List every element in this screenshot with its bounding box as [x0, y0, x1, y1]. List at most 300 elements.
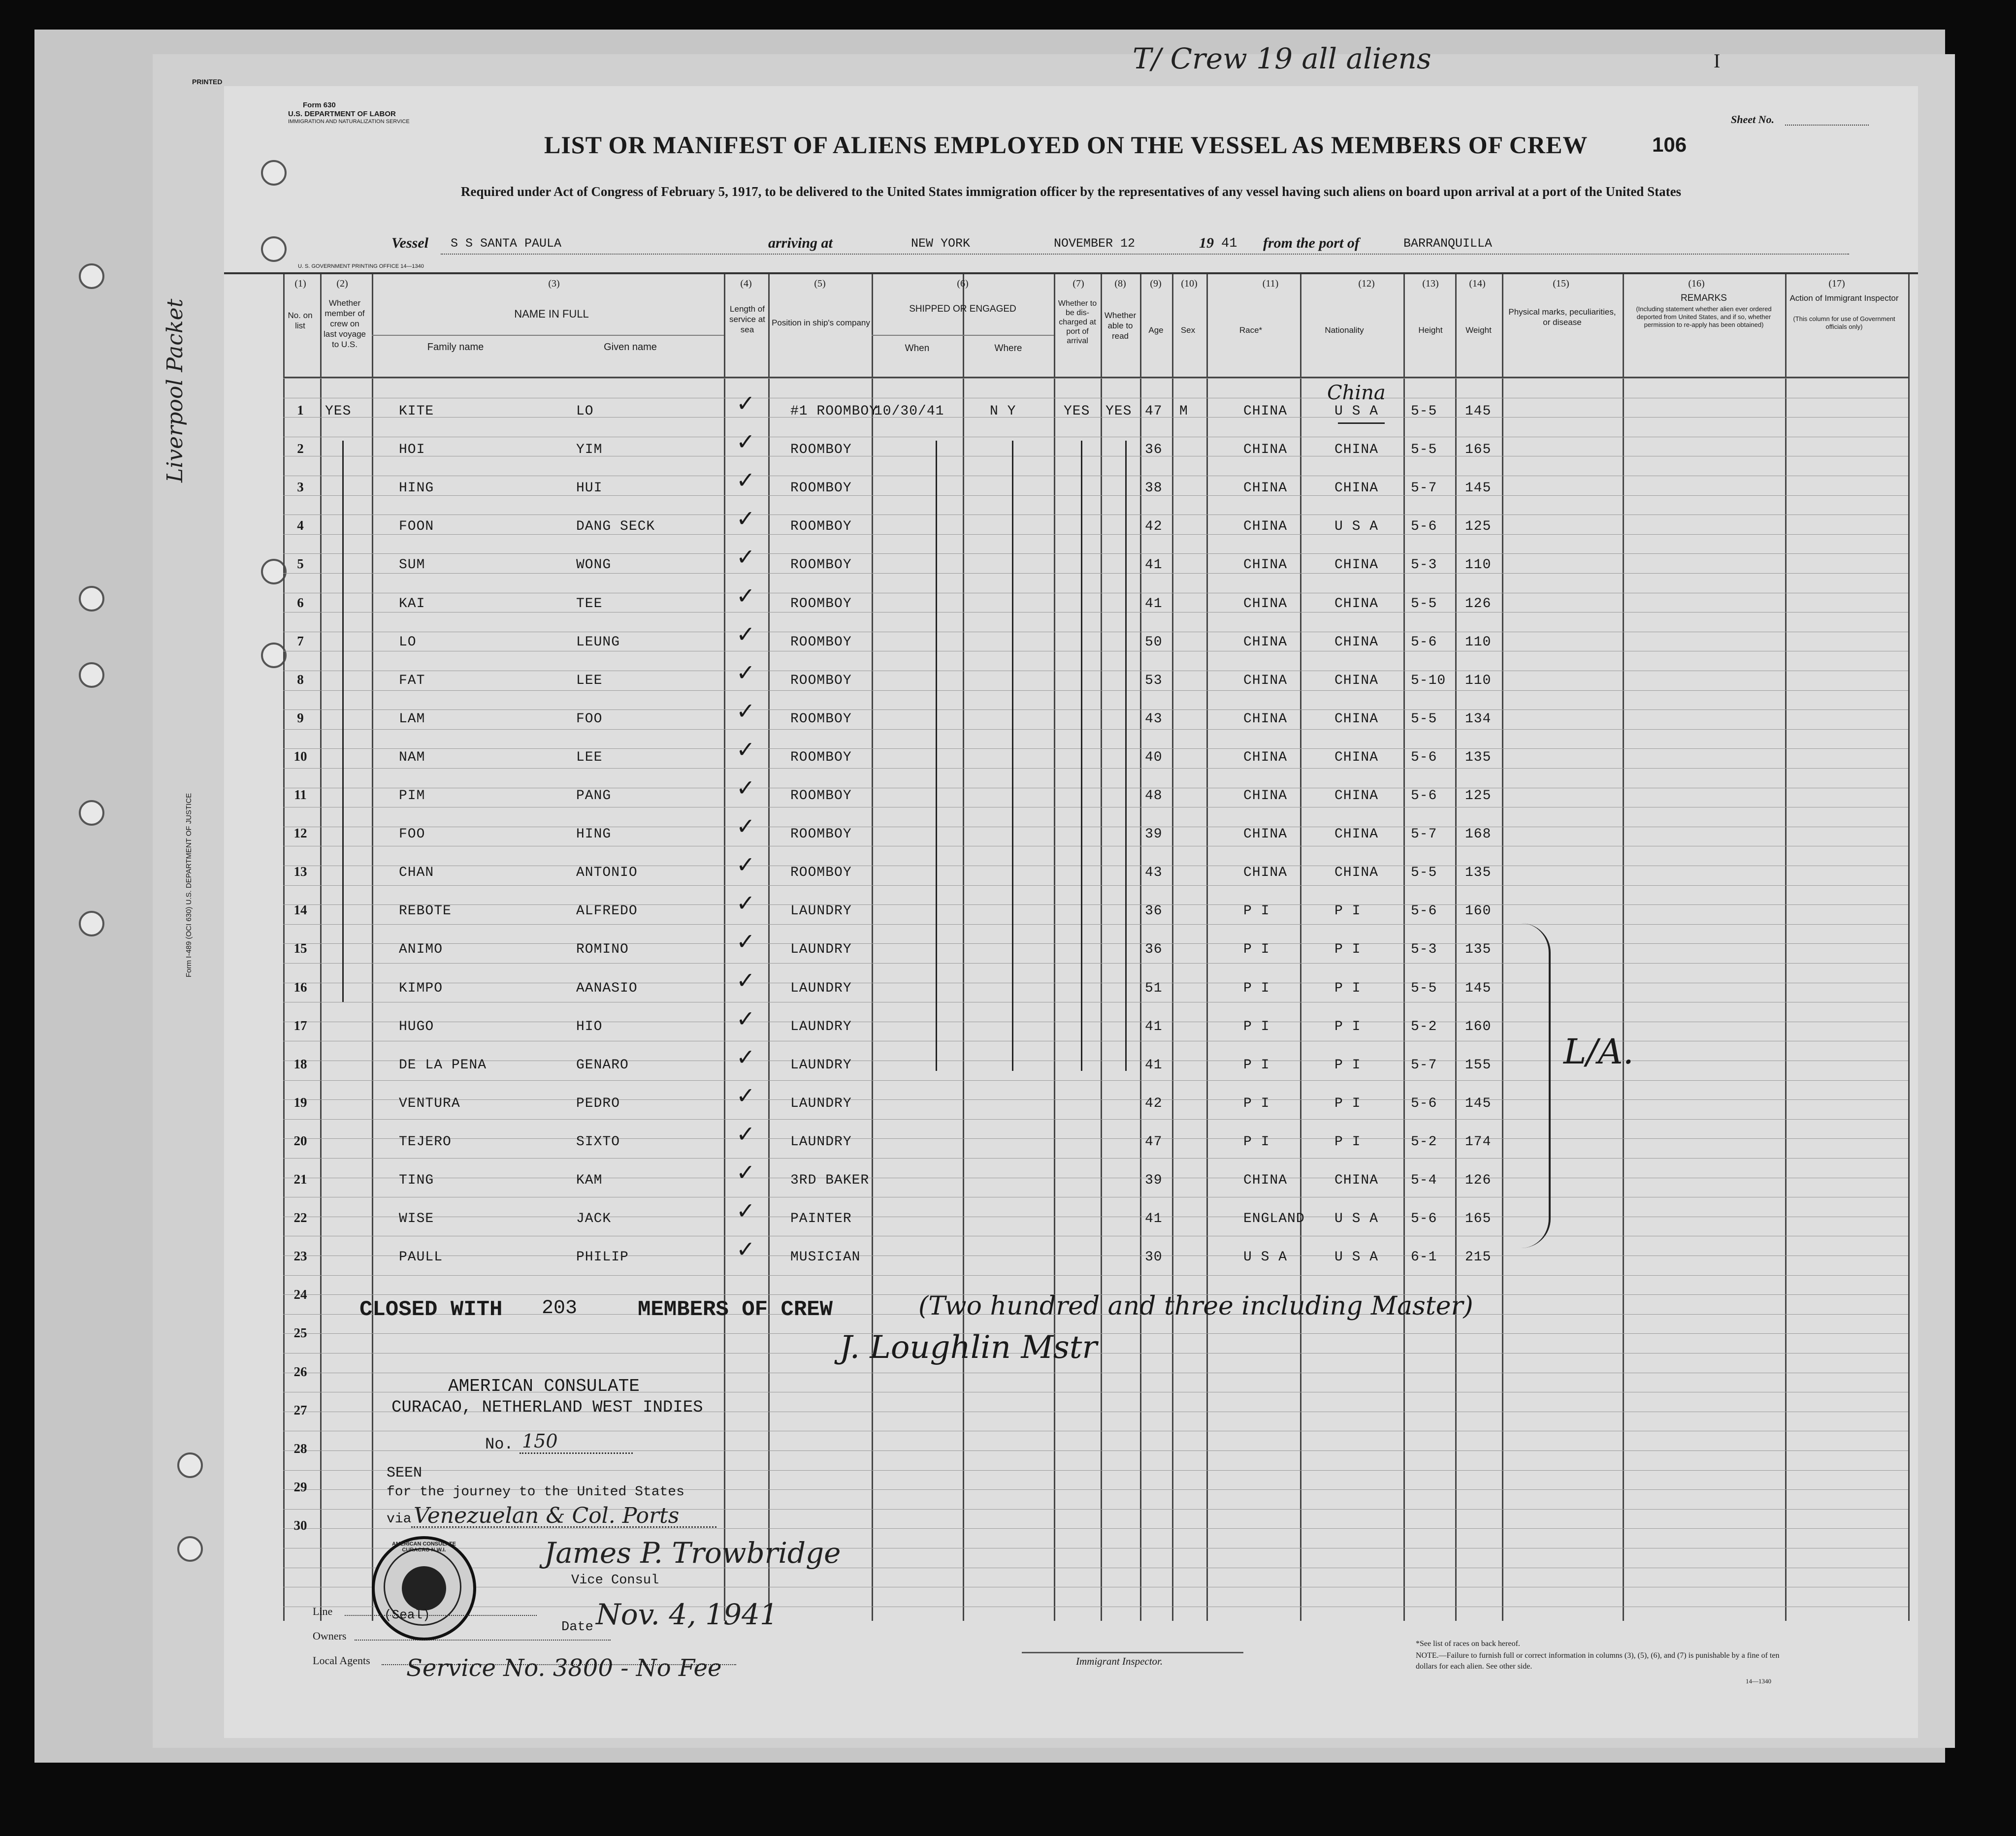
cell-family: HING — [399, 481, 434, 496]
col-num: (11) — [1262, 278, 1279, 289]
cell-weight: 135 — [1465, 942, 1492, 958]
table-row-rule — [283, 1275, 1908, 1276]
cell-nationality: U S A — [1334, 519, 1379, 535]
cell-age: 36 — [1145, 903, 1163, 919]
table-row-rule — [283, 1138, 1908, 1139]
binder-hole — [261, 236, 287, 262]
cell-height: 5-6 — [1411, 788, 1437, 804]
cell-age: 39 — [1145, 827, 1163, 842]
govt-print-line: U. S. GOVERNMENT PRINTING OFFICE 14—1340 — [298, 263, 424, 269]
cell-height: 5-5 — [1411, 596, 1437, 612]
cell-weight: 126 — [1465, 1173, 1492, 1188]
row-number: 15 — [293, 941, 307, 956]
col-num: (10) — [1181, 278, 1198, 289]
header-race: Race* — [1239, 325, 1263, 335]
top-annotation: T/ Crew 19 all aliens — [1133, 42, 1431, 75]
col-num: (9) — [1150, 278, 1162, 289]
cell-position: LAUNDRY — [790, 942, 852, 958]
master-signature: J. Loughlin Mstr — [840, 1329, 1097, 1366]
arriving-label: arriving at — [768, 235, 833, 251]
via-rule — [411, 1526, 716, 1528]
header-action-sub: (This column for use of Government officials only) — [1793, 315, 1895, 330]
vessel-label: Vessel — [391, 235, 428, 251]
cell-weight: 165 — [1465, 1211, 1492, 1227]
header-remarks: REMARKS — [1681, 293, 1727, 303]
cell-race: P I — [1243, 903, 1270, 919]
col-num: (15) — [1553, 278, 1569, 289]
row-number: 12 — [293, 826, 307, 841]
table-row-rule — [283, 1158, 1908, 1159]
cell-nationality: CHINA — [1334, 1173, 1379, 1188]
cell-age: 51 — [1145, 980, 1163, 996]
cell-race: P I — [1243, 1057, 1270, 1073]
row-number: 13 — [293, 864, 307, 879]
row-number: 11 — [294, 787, 307, 802]
cell-nationality: P I — [1334, 1095, 1361, 1111]
col-num: (8) — [1114, 278, 1126, 289]
cell-race: CHINA — [1243, 865, 1288, 881]
year-suffix: 41 — [1221, 236, 1237, 251]
cell-family: VENTURA — [399, 1095, 460, 1111]
cell-position: ROOMBOY — [790, 481, 852, 496]
table-column-rule — [1101, 274, 1102, 1621]
cell-family: NAM — [399, 749, 425, 765]
cell-height: 5-6 — [1411, 519, 1437, 535]
cell-given: HING — [576, 827, 612, 842]
form-number: Form 630 — [303, 101, 336, 109]
cell-race: CHINA — [1243, 519, 1288, 535]
header-nationality: Nationality — [1325, 325, 1364, 335]
table-column-rule — [872, 274, 873, 1621]
cell-family: KIMPO — [399, 980, 443, 996]
cell-position: ROOMBOY — [790, 827, 852, 842]
cell-given: PANG — [576, 788, 612, 804]
row-number: 8 — [297, 672, 304, 687]
header-where: Where — [994, 343, 1022, 354]
table-row-rule — [283, 924, 1908, 925]
cell-nationality: U S A — [1334, 1250, 1379, 1265]
cell-family: HOI — [399, 442, 425, 458]
cell-family: PAULL — [399, 1250, 443, 1265]
header-member-last-voyage: Whether member of crew on last voyage to U.S. — [324, 298, 366, 349]
col-num: (2) — [336, 278, 348, 289]
footer-line-label: Line — [313, 1605, 333, 1617]
cell-family: FAT — [399, 673, 425, 688]
cell-position: 3RD BAKER — [790, 1173, 870, 1188]
table-row-rule — [283, 943, 1908, 944]
col-num: (13) — [1422, 278, 1439, 289]
checkmark-icon: ✓ — [736, 928, 755, 955]
cell-position: ROOMBOY — [790, 519, 852, 535]
cell-given: KAM — [576, 1173, 603, 1188]
cell-race: CHINA — [1243, 788, 1288, 804]
cell-family: TEJERO — [399, 1134, 452, 1150]
cell-position: ROOMBOY — [790, 673, 852, 688]
cell-weight: 145 — [1465, 980, 1492, 996]
consulate-seal — [372, 1536, 476, 1641]
table-column-rule — [320, 274, 322, 1621]
checkmark-icon: ✓ — [736, 774, 755, 801]
table-row-rule — [283, 904, 1908, 905]
service-fee-note: Service No. 3800 - No Fee — [406, 1654, 722, 1682]
closed-prefix: CLOSED WITH — [359, 1297, 503, 1322]
cell-age: 43 — [1145, 711, 1163, 727]
printer-line: PRINTED — [192, 78, 223, 86]
cell-height: 5-6 — [1411, 749, 1437, 765]
header-height: Height — [1418, 325, 1443, 335]
table-column-rule — [1172, 274, 1173, 1621]
table-row-rule — [283, 495, 1908, 496]
cell-race: CHINA — [1243, 1173, 1288, 1188]
cell-position: LAUNDRY — [790, 1019, 852, 1034]
cell-weight: 145 — [1465, 404, 1492, 419]
checkmark-icon: ✓ — [736, 390, 755, 417]
journey-label: for the journey to the United States — [387, 1484, 684, 1500]
consul-signature: James P. Trowbridge — [544, 1536, 841, 1570]
row-number: 25 — [293, 1325, 307, 1341]
cell-height: 5-10 — [1411, 673, 1446, 688]
cell-given: LO — [576, 404, 594, 419]
cell-weight: 160 — [1465, 1019, 1492, 1034]
row-number: 30 — [293, 1517, 307, 1533]
table-row-rule — [283, 768, 1908, 769]
cell-position: MUSICIAN — [790, 1250, 861, 1265]
col-num: (3) — [548, 278, 560, 289]
table-column-rule — [963, 274, 964, 1621]
table-row-rule — [283, 1528, 1908, 1529]
cell-read: YES — [1106, 404, 1132, 419]
cell-race: CHINA — [1243, 481, 1288, 496]
cell-height: 5-2 — [1411, 1019, 1437, 1034]
cell-given: DANG SECK — [576, 519, 655, 535]
cell-race: CHINA — [1243, 673, 1288, 688]
cell-age: 47 — [1145, 1134, 1163, 1150]
consulate-date: Nov. 4, 1941 — [596, 1598, 778, 1631]
side-form-label: Form I-489 (OCI 630) U.S. DEPARTMENT OF JUSTICE — [185, 793, 193, 977]
cell-weight: 145 — [1465, 1095, 1492, 1111]
cell-position: LAUNDRY — [790, 1057, 852, 1073]
cell-race: P I — [1243, 980, 1270, 996]
seen-label: SEEN — [387, 1465, 423, 1482]
header-action: Action of Immigrant Inspector — [1789, 293, 1899, 303]
cell-family: DE LA PENA — [399, 1057, 487, 1073]
col-num: (7) — [1073, 278, 1084, 289]
footer-note-1: *See list of races on back hereof. — [1416, 1640, 1520, 1648]
department: U.S. DEPARTMENT OF LABOR — [288, 110, 396, 118]
checkmark-icon: ✓ — [736, 1197, 755, 1224]
table-column-rule — [1623, 274, 1624, 1621]
cell-weight: 160 — [1465, 903, 1492, 919]
binder-hole — [79, 800, 104, 826]
footer-agents-label: Local Agents — [313, 1654, 370, 1667]
header-length-service: Length of service at sea — [729, 304, 765, 334]
cell-weight: 168 — [1465, 827, 1492, 842]
cell-position: #1 ROOMBOY — [790, 404, 878, 419]
header-family-name: Family name — [427, 342, 484, 353]
table-column-rule — [1054, 274, 1055, 1621]
from-port-label: from the port of — [1263, 235, 1360, 251]
cell-given: FOO — [576, 711, 603, 727]
table-column-rule — [1785, 274, 1787, 1621]
sheet-label: Sheet No. — [1731, 113, 1774, 126]
cell-age: 36 — [1145, 942, 1163, 958]
cell-given: YIM — [576, 442, 603, 458]
closed-suffix: MEMBERS OF CREW — [638, 1297, 833, 1322]
row-number: 19 — [293, 1095, 307, 1110]
table-column-rule — [1455, 274, 1457, 1621]
header-rule — [224, 272, 1918, 274]
row-number: 16 — [293, 979, 307, 995]
cell-family: ANIMO — [399, 942, 443, 958]
cell-weight: 135 — [1465, 865, 1492, 881]
cell-height: 5-7 — [1411, 481, 1437, 496]
header-position: Position in ship's company — [772, 318, 870, 327]
row-number: 18 — [293, 1056, 307, 1071]
cell-age: 43 — [1145, 865, 1163, 881]
cell-weight: 135 — [1465, 749, 1492, 765]
cell-family: PIM — [399, 788, 425, 804]
table-column-rule — [1403, 274, 1405, 1621]
row-number: 28 — [293, 1441, 307, 1456]
cell-given: ALFREDO — [576, 903, 638, 919]
cell-nationality: P I — [1334, 980, 1361, 996]
cell-nationality: U S A — [1334, 1211, 1379, 1227]
footer-line-rule — [345, 1615, 537, 1616]
binder-hole — [177, 1536, 203, 1562]
table-column-rule — [1908, 274, 1910, 1621]
cell-family: TING — [399, 1173, 434, 1188]
binder-hole — [79, 263, 104, 289]
cell-height: 5-6 — [1411, 1095, 1437, 1111]
cell-nationality: P I — [1334, 1134, 1361, 1150]
cell-nationality: CHINA — [1334, 442, 1379, 458]
via-value: Venezuelan & Col. Ports — [414, 1503, 680, 1528]
consulate-no-label: No. — [485, 1435, 514, 1453]
cell-age: 38 — [1145, 481, 1163, 496]
table-row-rule — [283, 885, 1908, 886]
header-given-name: Given name — [604, 342, 657, 353]
checkmark-icon: ✓ — [736, 1236, 755, 1263]
seal-text: AMERICAN CONSULATE CURACAO N.W.I. — [392, 1541, 456, 1553]
row-number: 4 — [297, 518, 304, 533]
table-row-rule — [283, 417, 1908, 418]
cell-nationality: CHINA — [1334, 865, 1379, 881]
ditto-mark — [1081, 441, 1082, 1071]
sheet-number-line — [1785, 125, 1869, 126]
cell-nationality: CHINA — [1334, 827, 1379, 842]
cell-position: ROOMBOY — [790, 557, 852, 573]
cell-nationality: CHINA — [1334, 673, 1379, 688]
cell-given: HIO — [576, 1019, 603, 1034]
table-row-rule — [283, 553, 1908, 554]
table-column-rule — [1502, 274, 1503, 1621]
cell-given: ANTONIO — [576, 865, 638, 881]
consulate-line-1: AMERICAN CONSULATE — [448, 1376, 640, 1396]
cell-nationality: CHINA — [1334, 711, 1379, 727]
cell-weight: 215 — [1465, 1250, 1492, 1265]
table-column-rule — [724, 274, 725, 1621]
checkmark-icon: ✓ — [736, 428, 755, 455]
cell-given: TEE — [576, 596, 603, 612]
seal-label: (Seal) — [384, 1608, 430, 1622]
cell-height: 5-7 — [1411, 827, 1437, 842]
cell-race: U S A — [1243, 1250, 1288, 1265]
footer-owners-rule — [355, 1640, 611, 1641]
shipped-subheader-rule — [872, 335, 1054, 336]
cell-height: 5-6 — [1411, 634, 1437, 650]
checkmark-icon: ✓ — [736, 620, 755, 647]
row-number: 1 — [297, 403, 304, 418]
bracket-note: L/A. — [1563, 1031, 1634, 1072]
cell-weight: 110 — [1465, 634, 1492, 650]
table-row-rule — [283, 748, 1908, 749]
cell-age: 41 — [1145, 1057, 1163, 1073]
checkmark-icon: ✓ — [736, 582, 755, 609]
table-column-rule — [1300, 274, 1301, 1621]
header-age: Age — [1148, 325, 1164, 335]
col-num: (12) — [1358, 278, 1375, 289]
cell-family: FOON — [399, 519, 434, 535]
col-num: (16) — [1688, 278, 1705, 289]
cell-age: 47 — [1145, 404, 1163, 419]
table-row-rule — [283, 690, 1908, 691]
immigrant-inspector-label: Immigrant Inspector. — [1076, 1655, 1163, 1667]
cell-position: PAINTER — [790, 1211, 852, 1227]
cell-race: CHINA — [1243, 827, 1288, 842]
subtitle: Required under Act of Congress of February 5, 1917, to be delivered to the United States immigration officer by the representatives of any vessel having such aliens on board upon arrival at a port of the United States — [460, 184, 1682, 199]
footer-owners-label: Owners — [313, 1630, 347, 1642]
cell-race: CHINA — [1243, 711, 1288, 727]
cell-sex: M — [1179, 404, 1188, 419]
cell-weight: 110 — [1465, 557, 1492, 573]
col-num: (17) — [1828, 278, 1845, 289]
row-number: 29 — [293, 1479, 307, 1494]
table-row-rule — [283, 573, 1908, 574]
cell-weight: 125 — [1465, 519, 1492, 535]
cell-given: WONG — [576, 557, 612, 573]
checkmark-icon: ✓ — [736, 1120, 755, 1147]
cell-member: YES — [325, 404, 352, 419]
cell-age: 53 — [1145, 673, 1163, 688]
cell-nationality: P I — [1334, 1019, 1361, 1034]
cell-position: LAUNDRY — [790, 903, 852, 919]
checkmark-icon: ✓ — [736, 1043, 755, 1070]
cell-race: P I — [1243, 1095, 1270, 1111]
row-number: 6 — [297, 595, 304, 610]
header-when: When — [905, 343, 930, 354]
ditto-mark — [936, 441, 937, 1071]
vessel-name: S S SANTA PAULA — [451, 236, 562, 251]
cell-age: 30 — [1145, 1250, 1163, 1265]
cell-race: P I — [1243, 942, 1270, 958]
table-row-rule — [283, 534, 1908, 535]
cell-age: 42 — [1145, 1095, 1163, 1111]
cell-age: 50 — [1145, 634, 1163, 650]
cell-age: 41 — [1145, 557, 1163, 573]
col-num: (5) — [814, 278, 826, 289]
top-right-mark: I — [1714, 50, 1721, 72]
checkmark-icon: ✓ — [736, 736, 755, 763]
checkmark-icon: ✓ — [736, 659, 755, 686]
header-physical: Physical marks, peculiarities, or disease — [1508, 307, 1616, 327]
cell-position: ROOMBOY — [790, 711, 852, 727]
row-number: 7 — [297, 633, 304, 648]
departure-port: BARRANQUILLA — [1403, 236, 1493, 251]
checkmark-icon: ✓ — [736, 1082, 755, 1109]
cell-position: ROOMBOY — [790, 749, 852, 765]
cell-family: KITE — [399, 404, 434, 419]
cell-race: CHINA — [1243, 749, 1288, 765]
row-number: 2 — [297, 441, 304, 456]
cell-height: 5-5 — [1411, 711, 1437, 727]
table-row-rule — [283, 1099, 1908, 1100]
table-column-rule — [283, 274, 285, 1621]
cell-race: CHINA — [1243, 596, 1288, 612]
cell-height: 5-6 — [1411, 1211, 1437, 1227]
cell-given: LEUNG — [576, 634, 620, 650]
row-number: 23 — [293, 1249, 307, 1264]
table-row-rule — [283, 709, 1908, 710]
inspector-signature-line — [1022, 1652, 1243, 1653]
row-number: 26 — [293, 1364, 307, 1379]
checkmark-icon: ✓ — [736, 1159, 755, 1186]
cell-position: LAUNDRY — [790, 980, 852, 996]
ditto-mark — [342, 441, 344, 1002]
cell-age: 42 — [1145, 519, 1163, 535]
checkmark-icon: ✓ — [736, 813, 755, 840]
row-number: 27 — [293, 1402, 307, 1417]
header-sex: Sex — [1180, 325, 1196, 335]
row-number: 17 — [293, 1018, 307, 1033]
cell-position: ROOMBOY — [790, 865, 852, 881]
cell-given: JACK — [576, 1211, 612, 1227]
binder-hole — [261, 160, 287, 186]
cell-height: 5-3 — [1411, 557, 1437, 573]
checkmark-icon: ✓ — [736, 467, 755, 494]
table-row-rule — [283, 378, 1908, 379]
service: IMMIGRATION AND NATURALIZATION SERVICE — [288, 119, 410, 125]
row-number: 5 — [297, 556, 304, 572]
cell-family: SUM — [399, 557, 425, 573]
cell-family: REBOTE — [399, 903, 452, 919]
year-prefix: 19 — [1199, 235, 1214, 251]
cell-family: LAM — [399, 711, 425, 727]
cell-weight: 134 — [1465, 711, 1492, 727]
row-number: 9 — [297, 710, 304, 725]
table-column-rule — [768, 274, 770, 1621]
header-discharged: Whether to be dis-charged at port of arrival — [1058, 299, 1097, 345]
binder-hole — [177, 1452, 203, 1478]
ditto-mark — [1125, 441, 1127, 1071]
ditto-mark — [1012, 441, 1013, 1071]
cell-position: ROOMBOY — [790, 442, 852, 458]
cell-given: HUI — [576, 481, 603, 496]
table-row-rule — [283, 1080, 1908, 1081]
cell-race: CHINA — [1243, 634, 1288, 650]
row-number: 21 — [293, 1172, 307, 1187]
cell-nationality: CHINA — [1334, 481, 1379, 496]
cell-family: FOO — [399, 827, 425, 842]
checkmark-icon: ✓ — [736, 1005, 755, 1032]
row-number: 10 — [293, 748, 307, 764]
date-label: Date — [561, 1620, 593, 1635]
row-number: 14 — [293, 902, 307, 918]
cell-nationality: CHINA — [1334, 749, 1379, 765]
table-column-rule — [1206, 274, 1208, 1621]
cell-nationality: CHINA — [1334, 634, 1379, 650]
checkmark-icon: ✓ — [736, 851, 755, 878]
cell-position: ROOMBOY — [790, 596, 852, 612]
